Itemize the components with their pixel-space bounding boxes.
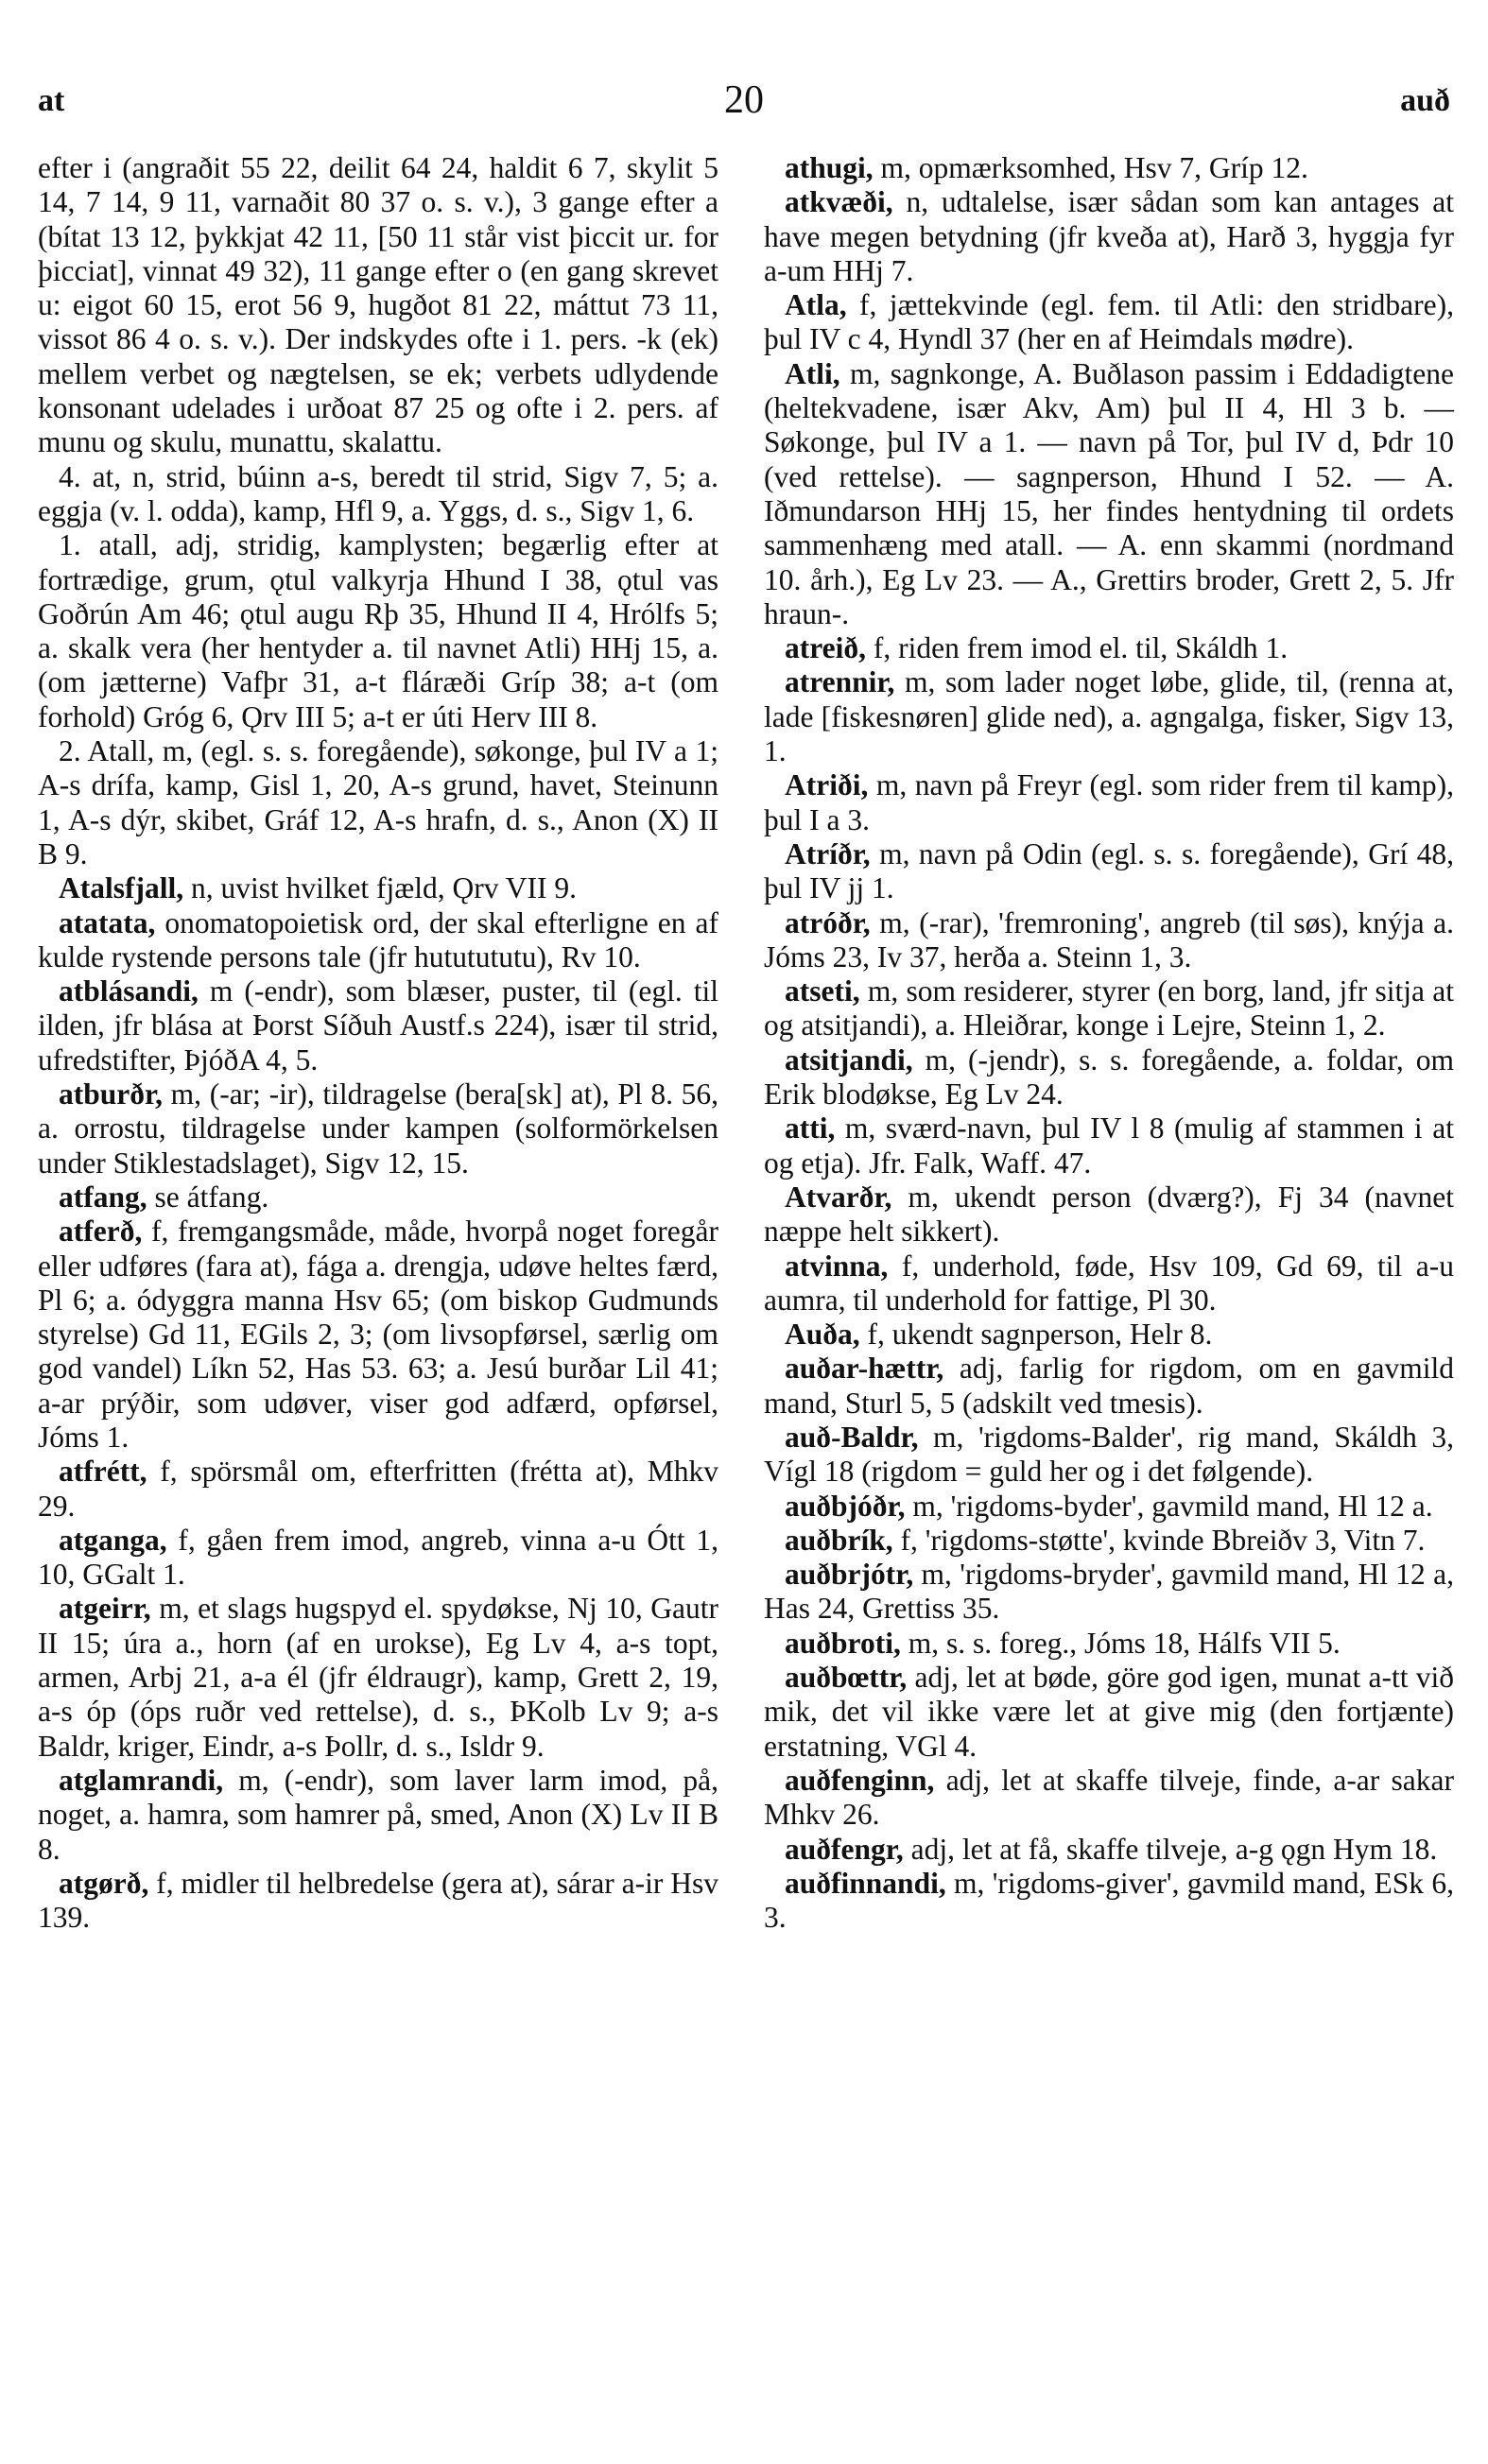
entry-definition: m, sagnkonge, A. Buðlason passim i Eddadigtene (heltekvadene, især Akv, Am) þul II 4, Hl 3 b. — Søkonge, þul IV a 1. — navn på Tor, þul IV d, Þdr 10 (ved rettelse). — sagnperson, Hhund I 52. — A. Iðmundarson HHj 15, her findes hentydning til ordets sammenhæng med atall. — A. enn skammi (nordmand 10. årh.), Eg Lv 23. — A., Grettirs broder, Grett 2, 5. Jfr hraun-. xyxy=(764,356,1454,630)
dictionary-entry xyxy=(764,1490,1454,1524)
entry-headword: Atvarðr, xyxy=(785,1180,892,1214)
entry-definition: f, ukendt sagnperson, Helr 8. xyxy=(859,1318,1213,1352)
entry-definition: f, underhold, føde, Hsv 109, Gd 69, til a-u aumra, til underhold for fattige, Pl 30. xyxy=(764,1249,1454,1317)
entry-definition: m, ukendt person (dværg?), Fj 34 (navnet næppe helt sikkert). xyxy=(764,1180,1454,1249)
entry-definition: adj, let at skaffe tilveje, finde, a-ar sakar Mhkv 26. xyxy=(764,1763,1454,1832)
entry-definition: n, udtalelse, især sådan som kan antages at have megen betydning (jfr kveða at), Harð 3, hyggja fyr a-um HHj 7. xyxy=(764,185,1454,287)
entry-definition: 1. atall, adj, stridig, kamplysten; begærlig efter at fortrædige, grum, ǫtul valkyrja Hhund I 38, ǫtul vas Goðrún Am 46; ǫtul augu Rþ 35, Hhund II 4, Hrólfs 5; a. skalk vera (her hentyder a. til navnet Atli) HHj 15, a. (om jætterne) Vafþr 31, a-t fláræði Gríp 38; a-t (om forhold) Gróg 6, Ǫrv III 5; a-t er úti Herv III 8. xyxy=(38,528,718,733)
entry-headword: atfrétt, xyxy=(59,1455,147,1489)
entry-headword: atferð, xyxy=(59,1215,143,1249)
dictionary-entry xyxy=(38,1867,718,1936)
entry-definition: efter i (angraðit 55 22, deilit 64 24, haldit 6 7, skylit 5 14, 7 14, 9 11, varnaðit 80 37 o. s. v.), 3 gange efter a (bítat 13 12, þykkjat 42 11, [50 11 står vist þiccit ur. for þicciat], vinnat 49 32), 11 gange efter o (en gang skrevet u: eigot 60 15, erot 56 9, hugðot 81 22, máttut 73 11, vissot 86 4 o. s. v.). Der indskydes ofte i 1. pers. -k (ek) mellem verbet og nægtelsen, se ek; verbets udlydende konsonant udelades i urðoat 87 25 og ofte i 2. pers. af munu og skulu, munattu, skalattu. xyxy=(38,151,718,459)
dictionary-entry xyxy=(38,871,718,905)
entry-headword: auðbrík, xyxy=(785,1523,893,1557)
entry-headword: atganga, xyxy=(59,1523,167,1557)
entry-definition: m, navn på Freyr (egl. som rider frem til kamp), þul I a 3. xyxy=(764,768,1454,836)
entry-definition: f, fremgangsmåde, måde, hvorpå noget foregår eller udføres (fara at), fága a. drengja, udøve heltes færd, Pl 6; a. ódyggra manna Hsv 65; (om biskop Gudmunds styrelse) Gd 11, EGils 2, 3; (om livsopførsel, særlig om god vandel) Líkn 52, Has 53. 63; a. Jesú burðar Lil 41; a-ar prýðir, som udøver, viser god adfærd, opførsel, Jóms 1. xyxy=(38,1215,718,1454)
entry-headword: atti, xyxy=(785,1111,836,1146)
dictionary-entry xyxy=(38,1215,718,1455)
dictionary-entry xyxy=(764,1180,1454,1249)
dictionary-entry xyxy=(38,1455,718,1524)
entry-headword: auðfengr, xyxy=(785,1832,904,1866)
dictionary-entry xyxy=(38,1592,718,1763)
dictionary-entry xyxy=(764,1764,1454,1833)
entry-headword: auðbjóðr, xyxy=(785,1489,906,1523)
entry-headword: atseti, xyxy=(785,974,860,1008)
dictionary-entry xyxy=(764,1524,1454,1558)
dictionary-entry xyxy=(764,1352,1454,1421)
entry-headword: atsitjandi, xyxy=(785,1042,913,1077)
left-column xyxy=(38,151,718,1935)
dictionary-entry xyxy=(764,151,1454,185)
dictionary-entry xyxy=(38,1077,718,1180)
entry-definition: m, som lader noget løbe, glide, til, (renna at, lade [fiskesnøren] glide ned), a. agngalga, fisker, Sigv 13, 1. xyxy=(764,665,1454,768)
entry-definition: m, opmærksomhed, Hsv 7, Gríp 12. xyxy=(873,151,1308,184)
dictionary-entry xyxy=(38,1764,718,1867)
dictionary-entry xyxy=(38,151,718,460)
entry-headword: atreið, xyxy=(785,631,867,665)
entry-headword: auðbrjótr, xyxy=(785,1558,914,1592)
entry-definition: 2. Atall, m, (egl. s. s. foregående), søkonge, þul IV a 1; A-s drífa, kamp, Gisl 1, 20, A-s grund, havet, Steinunn 1, A-s dýr, skibet, Gráf 12, A-s hrafn, d. s., Anon (X) II B 9. xyxy=(38,734,718,870)
entry-headword: Atriði, xyxy=(785,768,869,802)
entry-headword: atgeirr, xyxy=(59,1592,151,1626)
dictionary-entry xyxy=(38,460,718,529)
entry-definition: m, navn på Odin (egl. s. s. foregående), Grí 48, þul IV jj 1. xyxy=(764,836,1454,905)
entry-definition: m, s. s. foreg., Jóms 18, Hálfs VII 5. xyxy=(900,1626,1341,1660)
running-head-left: at xyxy=(38,83,65,118)
entry-headword: auð-Baldr, xyxy=(785,1420,919,1454)
entry-headword: atglamrandi, xyxy=(59,1763,224,1797)
entry-headword: Atli, xyxy=(785,356,840,390)
dictionary-entry xyxy=(764,1558,1454,1627)
entry-headword: atblásandi, xyxy=(59,974,199,1008)
entry-definition: adj, let at få, skaffe tilveje, a-g ǫgn Hym 18. xyxy=(903,1832,1438,1866)
entry-definition: f, 'rigdoms-støtte', kvinde Bbreiðv 3, Vitn 7. xyxy=(892,1523,1426,1557)
entry-headword: atatata, xyxy=(59,905,156,939)
dictionary-entry xyxy=(38,734,718,871)
entry-definition: m, sværd-navn, þul IV l 8 (mulig af stammen i at og etja). Jfr. Falk, Waff. 47. xyxy=(764,1111,1454,1180)
entry-headword: atgørð, xyxy=(59,1866,149,1900)
entry-headword: atvinna, xyxy=(785,1249,889,1283)
dictionary-entry xyxy=(38,1180,718,1215)
dictionary-entry xyxy=(764,768,1454,837)
entry-definition: m, (-endr), som laver larm imod, på, noget, a. hamra, som hamrer på, smed, Anon (X) Lv II B 8. xyxy=(38,1763,718,1866)
page-number: 20 xyxy=(724,78,764,122)
dictionary-entry xyxy=(764,1111,1454,1180)
entry-headword: auðfenginn, xyxy=(785,1763,935,1797)
entry-definition: m, (-rar), 'fremroning', angreb (til søs), knýja a. Jóms 23, Iv 37, herða a. Steinn 1, 3. xyxy=(764,905,1454,974)
dictionary-entry xyxy=(764,185,1454,288)
entry-definition: f, spörsmål om, efterfritten (frétta at), Mhkv 29. xyxy=(38,1455,718,1523)
entry-definition: m, (-jendr), s. s. foregående, a. foldar, om Erik blodøkse, Eg Lv 24. xyxy=(764,1042,1454,1111)
entry-definition: 4. at, n, strid, búinn a-s, beredt til strid, Sigv 7, 5; a. eggja (v. l. odda), kamp, Hfl 9, a. Yggs, d. s., Sigv 1, 6. xyxy=(38,459,718,527)
entry-definition: m (-endr), som blæser, puster, til (egl. til ilden, jfr blása at Þorst Síðuh Austf.s 224), især til strid, ufredstifter, ÞjóðA 4, 5. xyxy=(38,974,718,1077)
entry-headword: atburðr, xyxy=(59,1077,163,1111)
entry-definition: m, 'rigdoms-Balder', rig mand, Skáldh 3, Vígl 18 (rigdom = guld her og i det følgende). xyxy=(764,1420,1454,1489)
dictionary-entry xyxy=(764,1043,1454,1112)
entry-definition: onomatopoietisk ord, der skal efterligne en af kulde rystende persons tale (jfr hututututu), Rv 10. xyxy=(38,905,718,974)
entry-headword: Auða, xyxy=(785,1318,860,1352)
entry-definition: m, 'rigdoms-giver', gavmild mand, ESk 6, 3. xyxy=(764,1866,1454,1935)
entry-definition: f, midler til helbredelse (gera at), sárar a-ir Hsv 139. xyxy=(38,1866,718,1935)
entry-definition: m, et slags hugspyd el. spydøkse, Nj 10, Gautr II 15; úra a., horn (af en urokse), Eg Lv 4, a-s topt, armen, Arbj 21, a-a él (jfr éldraugr), kamp, Grett 2, 19, a-s óp (óps ruðr ved rettelse), d. s., ÞKolb Lv 9; a-s Baldr, kriger, Eindr, a-s Þollr, d. s., Isldr 9. xyxy=(38,1592,718,1763)
dictionary-entry xyxy=(764,1249,1454,1318)
entry-headword: auðbroti, xyxy=(785,1626,901,1660)
right-column xyxy=(764,151,1454,1935)
dictionary-entry xyxy=(38,528,718,734)
dictionary-entry xyxy=(764,1833,1454,1867)
entry-headword: Atríðr, xyxy=(785,836,871,870)
entry-definition: m, som residerer, styrer (en borg, land, jfr sitja at og atsitjandi), a. Hleiðrar, konge i Lejre, Steinn 1, 2. xyxy=(764,974,1454,1042)
dictionary-entry xyxy=(38,906,718,975)
entry-headword: atrennir, xyxy=(785,665,895,699)
dictionary-entry xyxy=(764,974,1454,1043)
entry-headword: Atla, xyxy=(785,288,847,322)
dictionary-entry xyxy=(38,1524,718,1593)
dictionary-entry xyxy=(764,1661,1454,1764)
dictionary-entry xyxy=(764,288,1454,357)
dictionary-entry xyxy=(764,357,1454,631)
entry-headword: atfang, xyxy=(59,1180,147,1214)
dictionary-entry xyxy=(764,665,1454,768)
dictionary-entry xyxy=(764,631,1454,665)
entry-headword: atkvæði, xyxy=(785,185,893,219)
entry-definition: m, 'rigdoms-byder', gavmild mand, Hl 12 a. xyxy=(905,1489,1433,1523)
entry-definition: adj, let at bøde, göre god igen, munat a-tt við mik, det vil ikke være let at give mig (den fortjænte) erstatning, VGl 4. xyxy=(764,1661,1454,1763)
dictionary-entry xyxy=(764,1867,1454,1936)
entry-definition: m, 'rigdoms-bryder', gavmild mand, Hl 12 a, Has 24, Grettiss 35. xyxy=(764,1558,1454,1626)
dictionary-entry xyxy=(764,906,1454,975)
entry-definition: se átfang. xyxy=(147,1180,269,1214)
entry-definition: m, (-ar; -ir), tildragelse (bera[sk] at), Pl 8. 56, a. orrostu, tildragelse under kampen (solformörkelsen under Stiklestadslaget), Sigv 12, 15. xyxy=(38,1077,718,1180)
entry-definition: f, gåen frem imod, angreb, vinna a-u Ótt 1, 10, GGalt 1. xyxy=(38,1523,718,1592)
entry-headword: atróðr, xyxy=(785,905,871,939)
running-head-right: auð xyxy=(1400,83,1450,118)
dictionary-entry xyxy=(764,1318,1454,1352)
entry-definition: f, riden frem imod el. til, Skáldh 1. xyxy=(866,631,1289,665)
entry-definition: adj, farlig for rigdom, om en gavmild mand, Sturl 5, 5 (adskilt ved tmesis). xyxy=(764,1352,1454,1420)
dictionary-entry xyxy=(38,974,718,1077)
entry-headword: athugi, xyxy=(785,151,874,184)
dictionary-entry xyxy=(764,837,1454,906)
dictionary-entry xyxy=(764,1627,1454,1661)
dictionary-entry xyxy=(764,1421,1454,1490)
entry-definition: f, jættekvinde (egl. fem. til Atli: den stridbare), þul IV c 4, Hyndl 37 (her en af Heimdals mødre). xyxy=(764,288,1454,356)
entry-headword: auðfinnandi, xyxy=(785,1866,946,1900)
entry-definition: n, uvist hvilket fjæld, Ǫrv VII 9. xyxy=(183,871,578,905)
entry-headword: Atalsfjall, xyxy=(59,871,184,905)
entry-headword: auðar-hættr, xyxy=(785,1352,944,1386)
entry-headword: auðbœttr, xyxy=(785,1661,908,1695)
